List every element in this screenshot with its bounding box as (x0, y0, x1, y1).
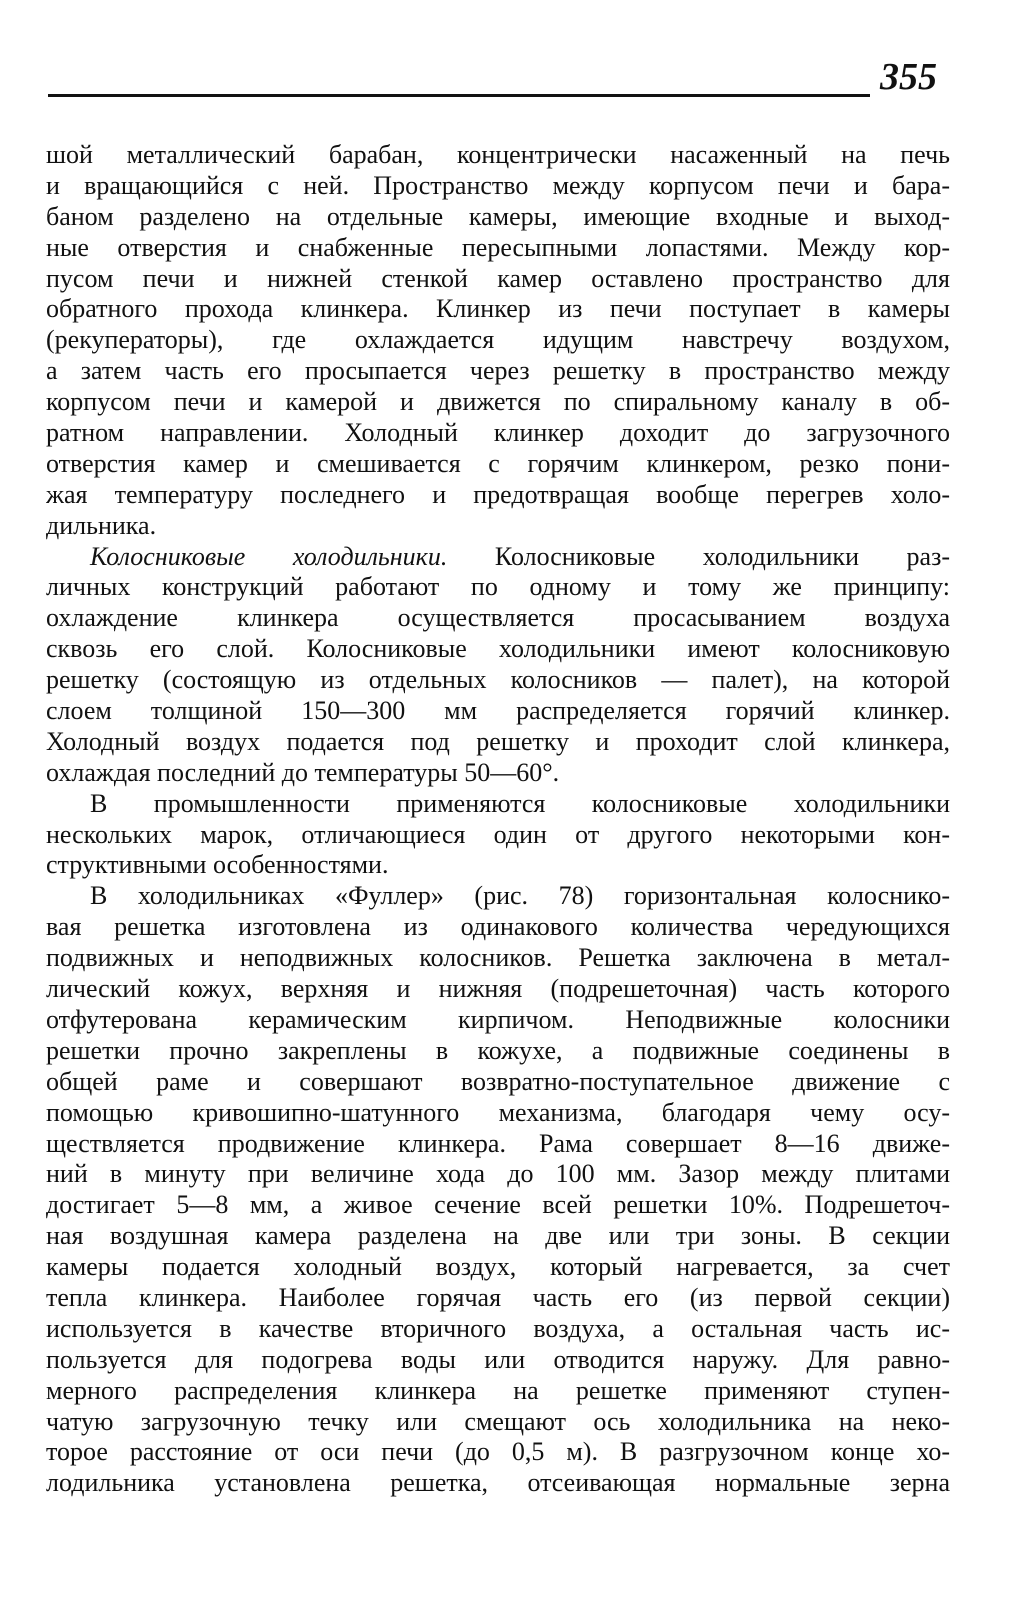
text-line: обратного прохода клинкера. Клинкер из печи поступает в камеры (46, 294, 950, 324)
text-line: и вращающийся с ней. Пространство между корпусом печи и бара- (46, 170, 950, 200)
text-line: ратном направлении. Холодный клинкер доходит до загрузочного (46, 418, 950, 448)
text-line: ные отверстия и снабженные пересыпными лопастями. Между кор- (46, 232, 950, 262)
text-line-rest: Колосниковые холодильники раз- (494, 541, 950, 571)
text-line: пусом печи и нижней стенкой камер оставлено пространство для (46, 263, 950, 293)
text-line: решетки прочно закреплены в кожухе, а подвижные соединены в (46, 1035, 950, 1065)
text-line: дильника. (46, 510, 157, 540)
text-line: камеры подается холодный воздух, который нагревается, за счет (46, 1252, 950, 1282)
text-line: тепла клинкера. Наиболее горячая часть его (из первой секции) (46, 1282, 950, 1312)
text-line: охлаждая последний до температуры 50—60°. (46, 757, 560, 787)
text-line: шой металлический барабан, концентрически насаженный на печь (46, 140, 950, 169)
text-line: охлаждение клинкера осуществляется просасыванием воздуха (46, 603, 950, 633)
text-line: баном разделено на отдельные камеры, имеющие входные и выход- (46, 201, 950, 231)
text-line: подвижных и неподвижных колосников. Решетка заключена в метал- (46, 943, 950, 973)
page-number: 355 (880, 56, 937, 98)
text-line: достигает 5—8 мм, а живое сечение всей решетки 10%. Подрешеточ- (46, 1190, 950, 1220)
text-line: Холодный воздух подается под решетку и проходит слой клинкера, (46, 726, 950, 756)
text-line: используется в качестве вторичного воздуха, а остальная часть ис- (46, 1313, 950, 1343)
text-line: мерного распределения клинкера на решетке применяют ступен- (46, 1375, 950, 1405)
text-line: лический кожух, верхняя и нижняя (подрешеточная) часть которого (46, 974, 950, 1004)
text-line: решетку (состоящую из отдельных колосников — палет), на которой (46, 665, 950, 695)
text-line: корпусом печи и камерой и движется по спиральному каналу в об- (46, 387, 950, 417)
text-line: (рекуператоры), где охлаждается идущим навстречу воздухом, (46, 325, 950, 355)
text-line: отфутерована керамическим кирпичом. Неподвижные колосники (46, 1004, 950, 1034)
text-line: общей раме и совершают возвратно-поступательное движение с (46, 1066, 950, 1096)
text-line: личных конструкций работают по одному и тому же принципу: (46, 572, 950, 602)
text-line: В промышленности применяются колосниковые холодильники (90, 788, 950, 818)
text-line: слоем толщиной 150—300 мм распределяется горячий клинкер. (46, 696, 950, 726)
text-line: помощью кривошипно-шатунного механизма, благодаря чему осу- (46, 1097, 950, 1127)
text-line: лодильника установлена решетка, отсеивающая нормальные зерна (46, 1468, 950, 1498)
text-line: а затем часть его просыпается через решетку в пространство между (46, 356, 950, 386)
text-line: жая температуру последнего и предотвращая вообще перегрев холо- (46, 479, 950, 509)
text-line: ществляется продвижение клинкера. Рама совершает 8—16 движе- (46, 1128, 950, 1158)
text-line: торое расстояние от оси печи (до 0,5 м). В разгрузочном конце хо- (46, 1437, 950, 1467)
text-line: чатую загрузочную течку или смещают ось холодильника на неко- (46, 1406, 950, 1436)
text-line: отверстия камер и смешивается с горячим клинкером, резко пони- (46, 448, 950, 478)
text-line: В холодильниках «Фуллер» (рис. 78) горизонтальная колоснико- (90, 881, 950, 911)
header-rule (48, 94, 870, 97)
text-line: сквозь его слой. Колосниковые холодильники имеют колосниковую (46, 634, 950, 664)
text-line (46, 542, 950, 573)
text-line: ная воздушная камера разделена на две или три зоны. В секции (46, 1221, 950, 1251)
text-line: вая решетка изготовлена из одинакового количества чередующихся (46, 912, 950, 942)
text-line: структивными особенностями. (46, 850, 389, 880)
section-heading: Колосниковые холодильники. (90, 541, 448, 571)
body-text (46, 140, 950, 1499)
text-line: нескольких марок, отличающиеся один от другого некоторыми кон- (46, 819, 950, 849)
text-line: ний в минуту при величине хода до 100 мм. Зазор между плитами (46, 1159, 950, 1189)
text-line: пользуется для подогрева воды или отводится наружу. Для равно- (46, 1344, 950, 1374)
